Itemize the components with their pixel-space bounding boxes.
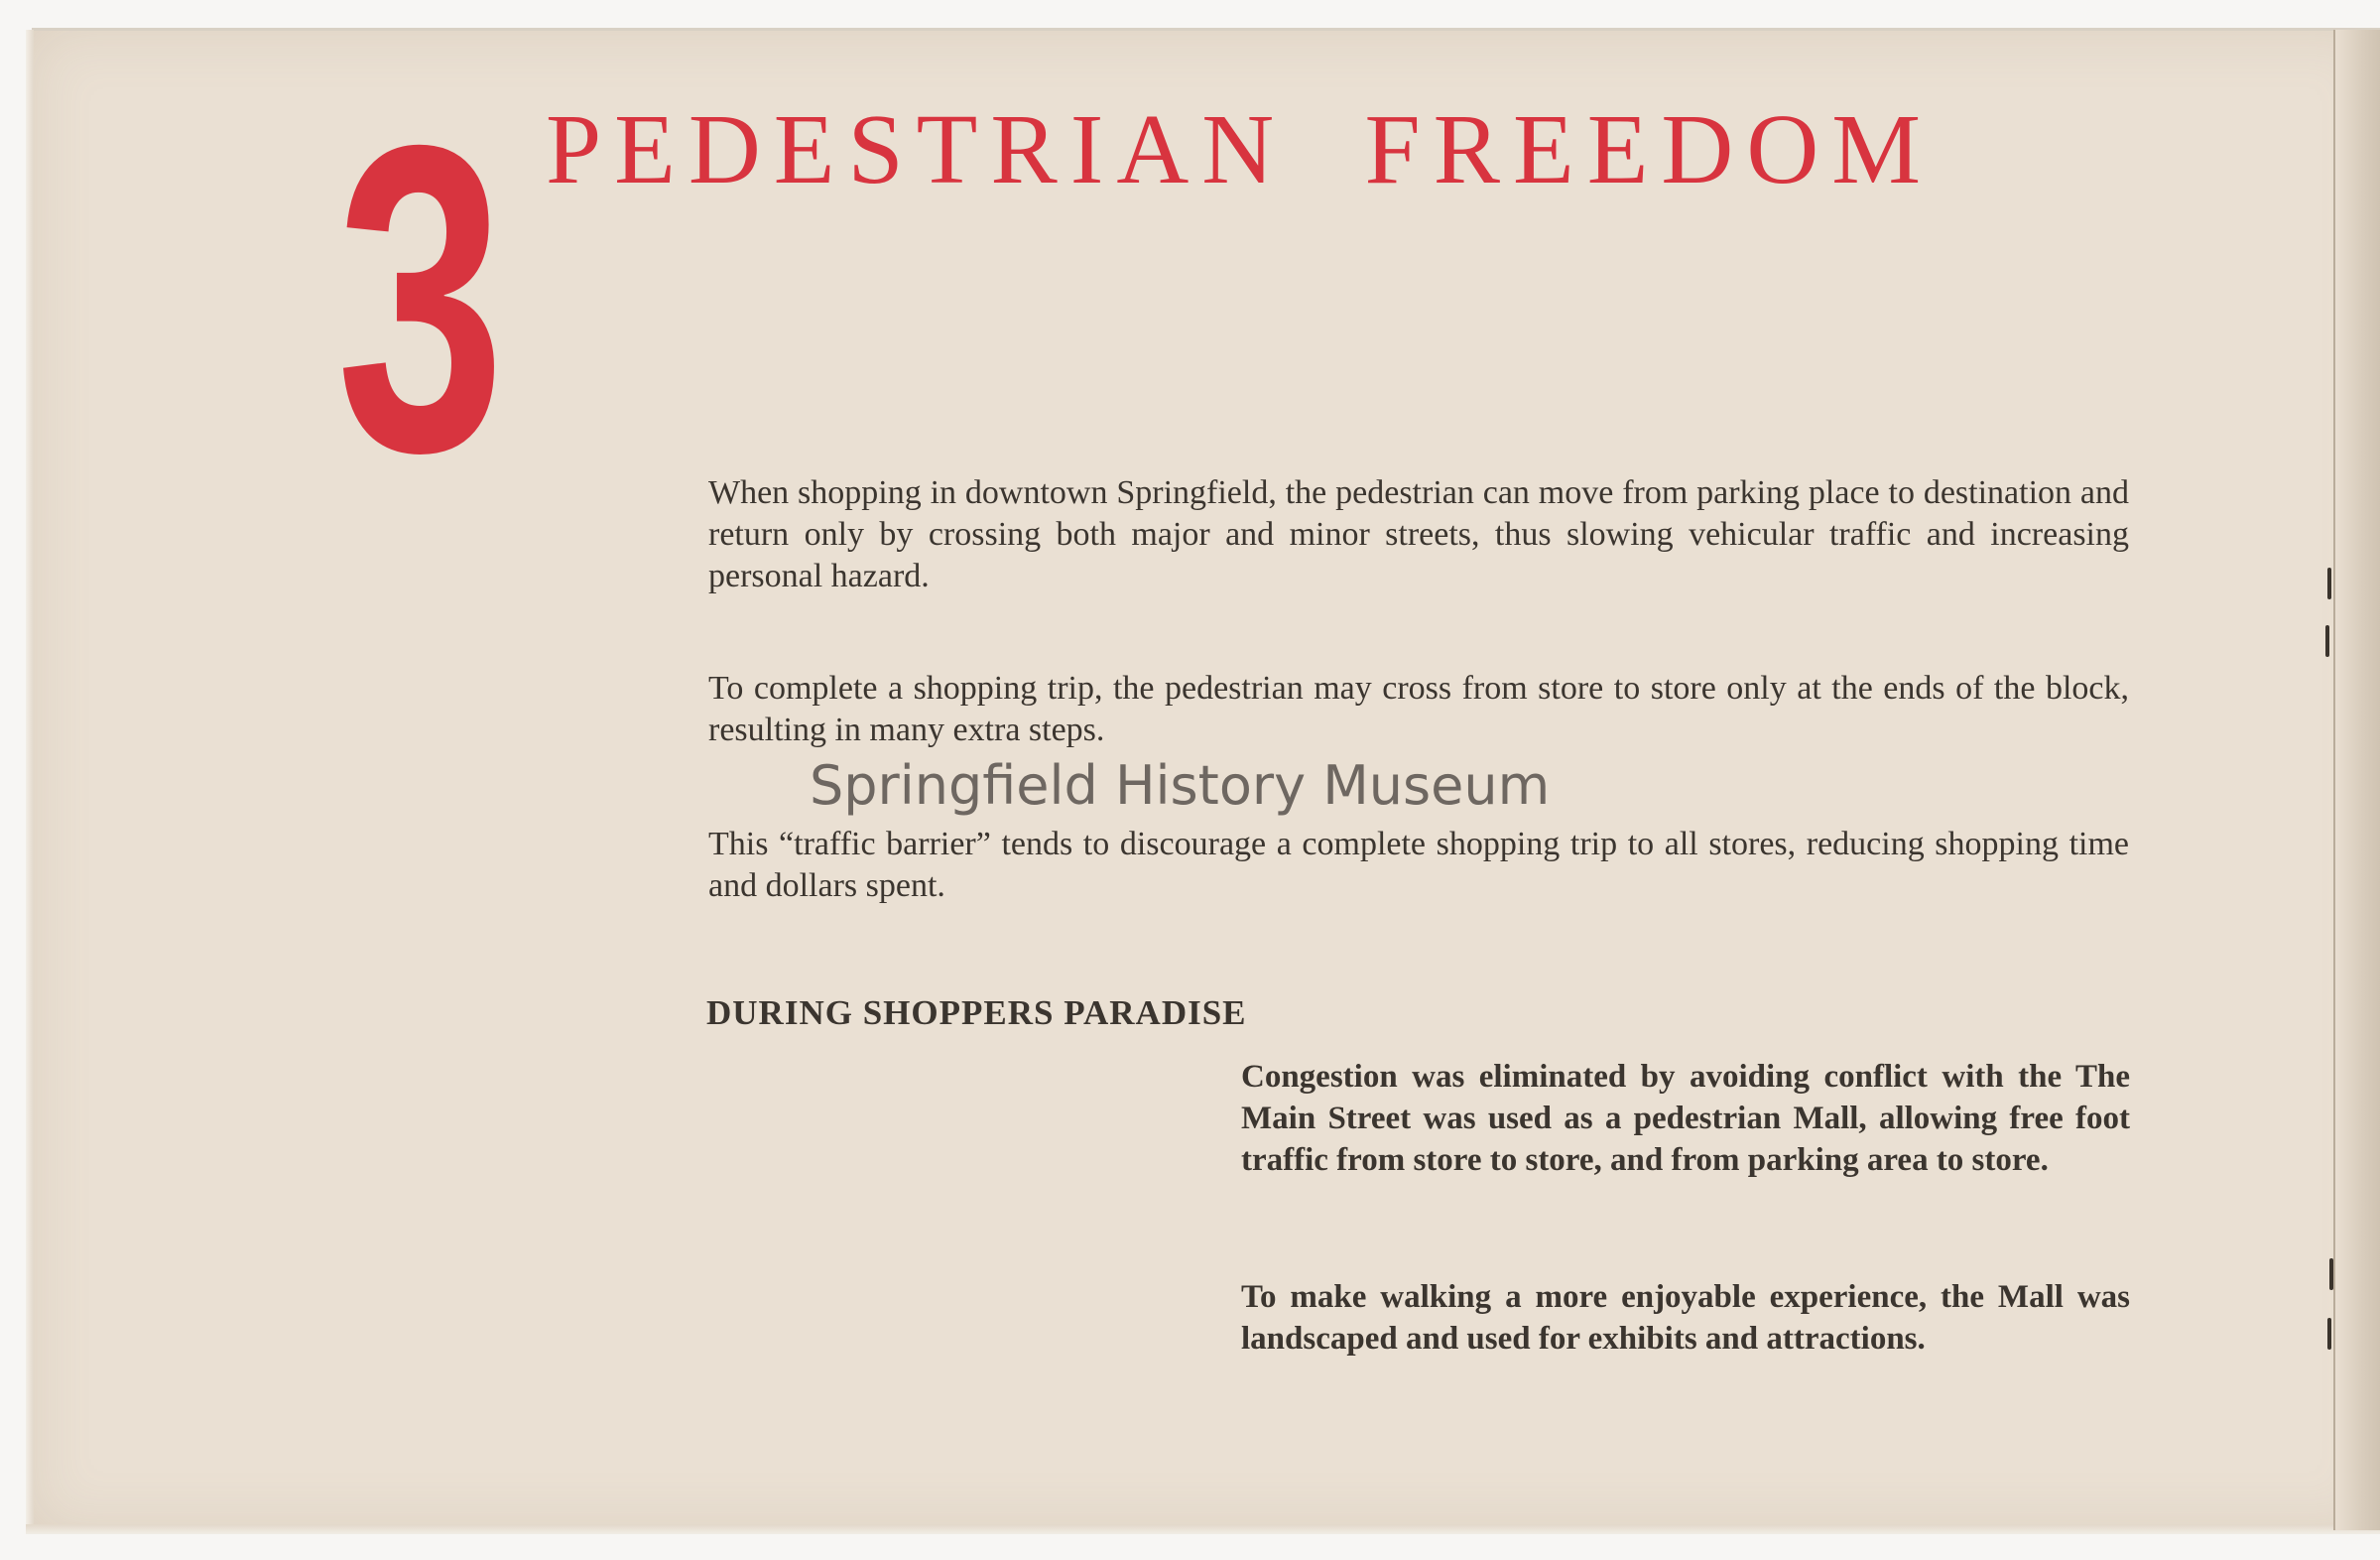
section-paragraph-1: Congestion was eliminated by avoiding conflict with the The Main Street was used as a pedestrian Mall, allowing free foot traffic from store to store, and from parking area to store. — [1241, 1059, 2130, 1178]
page-left-edge — [26, 30, 34, 1530]
chapter-number-glyph: 3 — [336, 56, 505, 543]
section-paragraph-2: To make walking a more enjoyable experience, the Mall was landscaped and used for exhibits and attractions. — [1241, 1279, 2130, 1357]
section-heading: DURING SHOPPERS PARADISE — [706, 993, 1247, 1032]
binding-staple — [2327, 1318, 2331, 1350]
binding-staple — [2329, 1258, 2333, 1290]
intro-paragraph-1: When shopping in downtown Springfield, the pedestrian can move from parking place to destination and return only by crossing both major and minor streets, thus slowing vehicular traffic and increasing personal hazard. — [708, 474, 2129, 594]
binding-gutter — [2333, 30, 2380, 1530]
page-bottom-edge — [26, 1524, 2380, 1534]
chapter-title: PEDESTRIAN FREEDOM — [546, 93, 1935, 204]
museum-watermark: Springfield History Museum — [810, 754, 1551, 817]
chapter-number-3 — [333, 56, 508, 543]
page-top-edge — [32, 28, 2380, 31]
binding-staple — [2325, 625, 2329, 657]
binding-fold-line — [2333, 30, 2335, 1530]
binding-staple — [2327, 568, 2331, 599]
intro-paragraph-3: This “traffic barrier” tends to discourage a complete shopping trip to all stores, reducing shopping time and dollars spent. — [708, 826, 2129, 904]
intro-paragraph-2: To complete a shopping trip, the pedestrian may cross from store to store only at the ends of the block, resulting in many extra steps. — [708, 670, 2129, 748]
